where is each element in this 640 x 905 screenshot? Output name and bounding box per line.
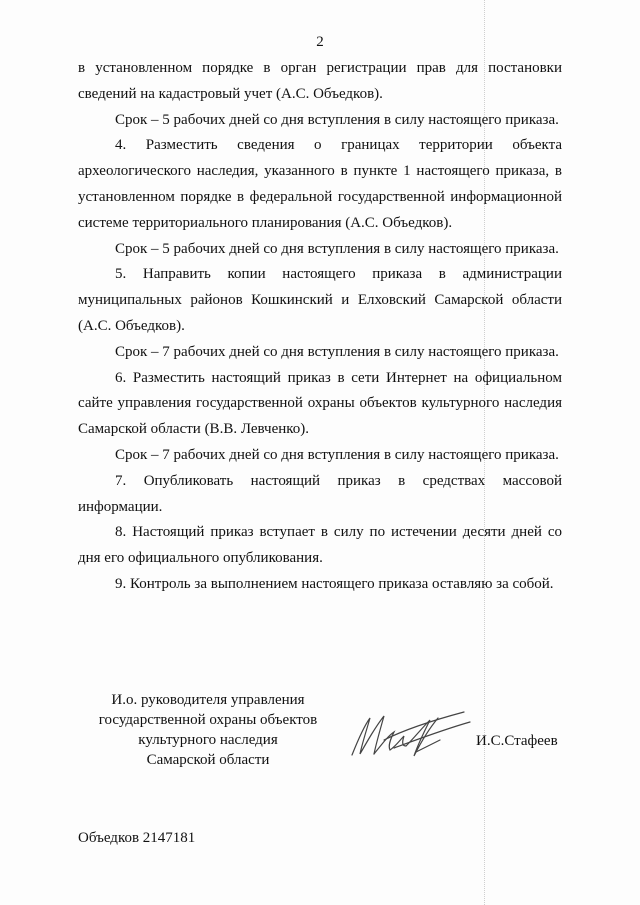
signatory-title [88, 690, 328, 770]
signatory-title-line: культурного наследия [138, 732, 278, 748]
paragraph-item-9: 9. Контроль за выполнением настоящего приказа оставляю за собой. [115, 575, 554, 592]
document-body [78, 56, 562, 598]
paragraph-item-8: 8. Настоящий приказ вступает в силу по истечении десяти дней со дня его официального опубликования. [78, 524, 562, 567]
paragraph-item-5: 5. Направить копии настоящего приказа в администрации муниципальных районов Кошкинский и Елховский Самарской области (А.С. Объедков). [78, 266, 562, 334]
paragraph-deadline: Срок – 7 рабочих дней со дня вступления в силу настоящего приказа. [115, 446, 559, 463]
paragraph-deadline: Срок – 5 рабочих дней со дня вступления в силу настоящего приказа. [115, 240, 559, 257]
paragraph-item-4: 4. Разместить сведения о границах территории объекта археологического наследия, указанного в пункте 1 настоящего приказа, в установленном порядке в федеральной государственной информационной системе территориального планирования (А.С. Объедков). [78, 137, 562, 231]
handwritten-signature [344, 700, 484, 770]
signatory-title-line: государственной охраны объектов [98, 712, 318, 728]
page-number: 2 [316, 34, 324, 50]
executor-footer: Объедков 2147181 [78, 830, 196, 846]
paragraph-item-7: 7. Опубликовать настоящий приказ в средствах массовой информации. [78, 472, 562, 515]
paragraph-deadline: Срок – 5 рабочих дней со дня вступления в силу настоящего приказа. [115, 111, 559, 128]
signatory-title-line: Самарской области [146, 752, 270, 768]
paragraph-deadline: Срок – 7 рабочих дней со дня вступления в силу настоящего приказа. [115, 343, 559, 360]
signatory-name: И.С.Стафеев [476, 733, 558, 749]
paragraph-continuation: в установленном порядке в орган регистрации прав для постановки сведений на кадастровый учет (А.С. Объедков). [78, 60, 562, 102]
signatory-title-line: И.о. руководителя управления [111, 692, 305, 708]
paragraph-item-6: 6. Разместить настоящий приказ в сети Интернет на официальном сайте управления государственной охраны объектов культурного наследия Самарской области (В.В. Левченко). [78, 369, 562, 438]
